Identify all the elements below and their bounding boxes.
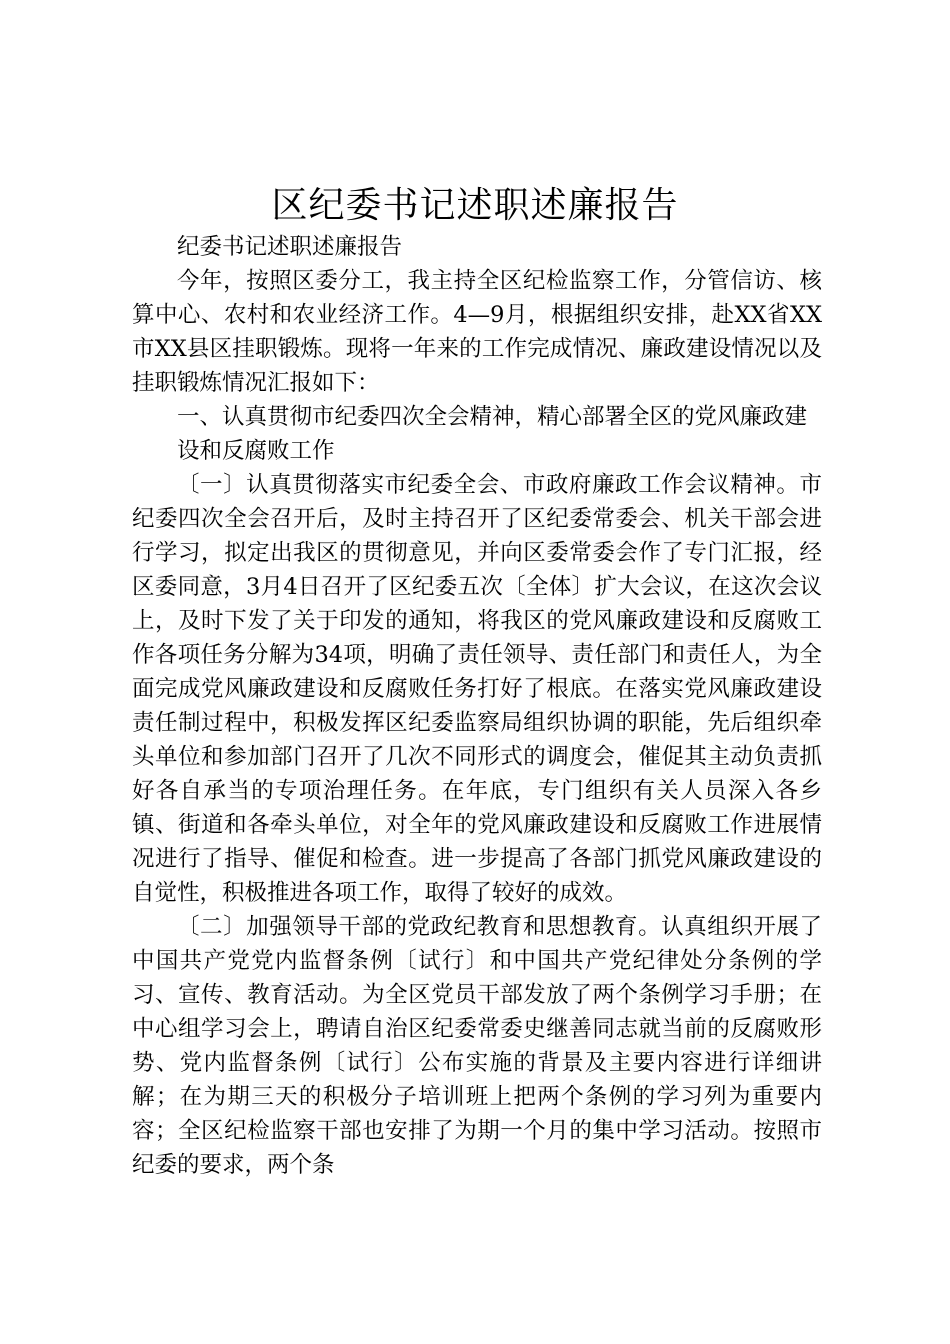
paragraph-heading-1: 一、认真贯彻市纪委四次全会精神，精心部署全区的党风廉政建 (177, 404, 808, 430)
document-body (132, 230, 822, 1182)
document-title: 区纪委书记述职述廉报告 (271, 185, 679, 226)
paragraph-section-2: 〔二〕加强领导干部的党政纪教育和思想教育。认真组织开展了中国共产党党内监督条例〔试行〕和中国共产党纪律处分条例的学习、宣传、教育活动。为全区党员干部发放了两个条例学习手册；在中心组学习会上，聘请自治区纪委常委史继善同志就当前的反腐败形势、党内监督条例〔试行〕公布实施的背景及主要内容进行详细讲解；在为期三天的积极分子培训班上把两个条例的学习列为重要内容；全区纪检监察干部也安排了为期一个月的集中学习活动。按照市纪委的要求，两个条 (132, 914, 822, 1178)
paragraph-heading-1-cont: 设和反腐败工作 (177, 438, 335, 464)
paragraph-section-1: 〔一〕认真贯彻落实市纪委全会、市政府廉政工作会议精神。市纪委四次全会召开后，及时主持召开了区纪委常委会、机关干部会进行学习，拟定出我区的贯彻意见，并向区委常委会作了专门汇报，经区委同意，3月4日召开了区纪委五次〔全体〕扩大会议，在这次会议上，及时下发了关于印发的通知，将我区的党风廉政建设和反腐败工作各项任务分解为34项，明确了责任领导、责任部门和责任人，为全面完成党风廉政建设和反腐败任务打好了根底。在落实党风廉政建设责任制过程中，积极发挥区纪委监察局组织协调的职能，先后组织牵头单位和参加部门召开了几次不同形式的调度会，催促其主动负责抓好各自承当的专项治理任务。在年底，专门组织有关人员深入各乡镇、街道和各牵头单位，对全年的党风廉政建设和反腐败工作进展情况进行了指导、催促和检查。进一步提高了各部门抓党风廉政建设的自觉性，积极推进各项工作，取得了较好的成效。 (132, 472, 822, 906)
paragraph-subtitle: 纪委书记述职述廉报告 (177, 234, 403, 260)
paragraph-intro: 今年，按照区委分工，我主持全区纪检监察工作，分管信访、核算中心、农村和农业经济工作。4—9月，根据组织安排，赴XX省XX市XX县区挂职锻炼。现将一年来的工作完成情况、廉政建设情况以及挂职锻炼情况汇报如下： (132, 268, 822, 396)
